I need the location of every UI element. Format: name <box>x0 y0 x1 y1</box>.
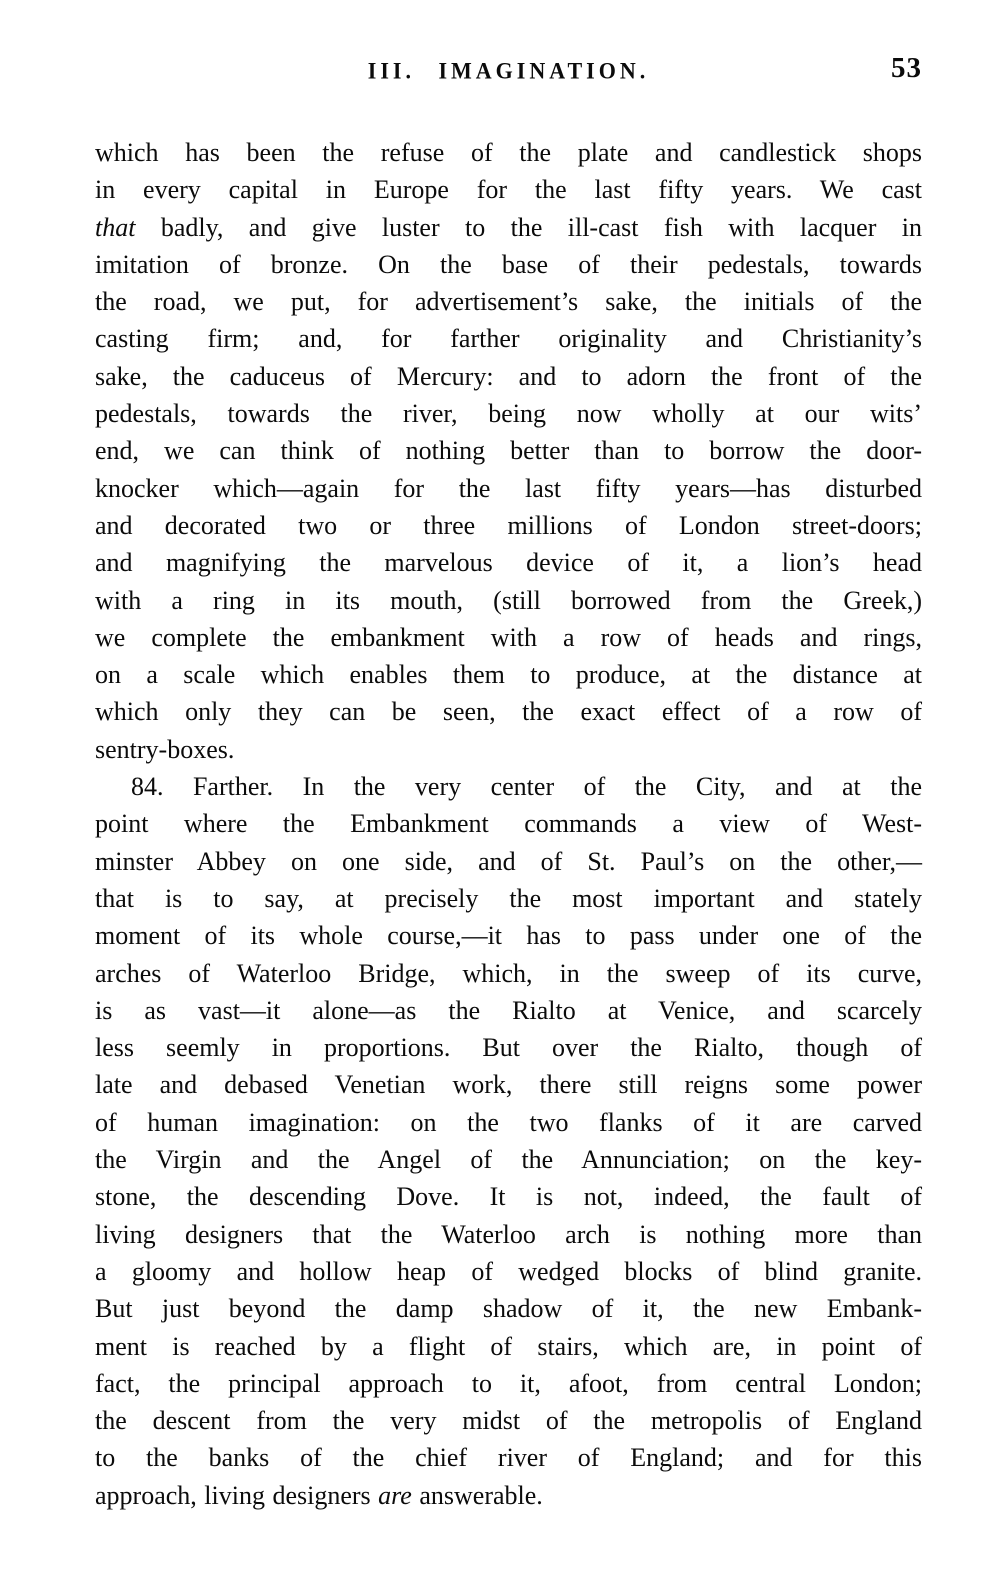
text-line: that badly, and give luster to the ill-cast fish with lacquer in <box>95 212 922 242</box>
text-line: end, we can think of nothing better than to borrow the door- <box>95 436 922 466</box>
paragraph <box>95 768 922 1514</box>
text-line: minster Abbey on one side, and of St. Paul’s on the other,— <box>95 846 922 876</box>
text-line: pedestals, towards the river, being now wholly at our wits’ <box>95 399 922 429</box>
text-line: But just beyond the damp shadow of it, the new Embank- <box>95 1294 922 1324</box>
text-line: is as vast—it alone—as the Rialto at Venice, and scarcely <box>95 995 922 1025</box>
text-line: of human imagination: on the two flanks of it are carved <box>95 1107 922 1137</box>
text-line: point where the Embankment commands a view of West- <box>95 809 922 839</box>
text-line: moment of its whole course,—it has to pass under one of the <box>95 921 922 951</box>
text-line: the road, we put, for advertisement’s sake, the initials of the <box>95 287 922 317</box>
text-line: late and debased Venetian work, there still reigns some power <box>95 1070 922 1100</box>
text-line: a gloomy and hollow heap of wedged blocks of blind granite. <box>95 1256 922 1286</box>
text-line: with a ring in its mouth, (still borrowed from the Greek,) <box>95 585 922 615</box>
text-line: the Virgin and the Angel of the Annunciation; on the key- <box>95 1145 922 1175</box>
running-header <box>95 52 922 98</box>
text-line: imitation of bronze. On the base of their pedestals, towards <box>95 249 922 279</box>
text-line: living designers that the Waterloo arch is nothing more than <box>95 1219 922 1249</box>
text-line: to the banks of the chief river of England; and for this <box>95 1443 922 1473</box>
text-line: the descent from the very midst of the metropolis of England <box>95 1406 922 1436</box>
text-line: stone, the descending Dove. It is not, indeed, the fault of <box>95 1182 922 1212</box>
text-line: ment is reached by a flight of stairs, which are, in point of <box>95 1331 922 1361</box>
text-line: fact, the principal approach to it, afoot, from central London; <box>95 1368 922 1398</box>
running-header-title: III. IMAGINATION. <box>367 57 650 84</box>
text-line: 84. Farther. In the very center of the City, and at the <box>131 772 922 802</box>
text-line: and magnifying the marvelous device of it, a lion’s head <box>95 548 922 578</box>
text-line: sake, the caduceus of Mercury: and to adorn the front of the <box>95 361 922 391</box>
text-line: less seemly in proportions. But over the Rialto, though of <box>95 1033 922 1063</box>
text-line: in every capital in Europe for the last fifty years. We cast <box>95 175 922 205</box>
text-line: approach, living designers are answerable. <box>95 1480 543 1510</box>
text-line: we complete the embankment with a row of heads and rings, <box>95 622 922 652</box>
page-body <box>95 134 922 1514</box>
text-line: which only they can be seen, the exact effect of a row of <box>95 697 922 727</box>
text-line: casting firm; and, for farther originality and Christianity’s <box>95 324 922 354</box>
text-line: knocker which—again for the last fifty years—has disturbed <box>95 473 922 503</box>
text-line: which has been the refuse of the plate and candlestick shops <box>95 138 922 167</box>
text-line: on a scale which enables them to produce, at the distance at <box>95 660 922 690</box>
page-number: 53 <box>891 52 922 84</box>
text-line: arches of Waterloo Bridge, which, in the sweep of its curve, <box>95 958 922 988</box>
text-line: sentry-boxes. <box>95 734 235 764</box>
paragraph <box>95 134 922 768</box>
text-line: that is to say, at precisely the most important and stately <box>95 883 922 913</box>
text-line: and decorated two or three millions of London street-doors; <box>95 510 922 540</box>
